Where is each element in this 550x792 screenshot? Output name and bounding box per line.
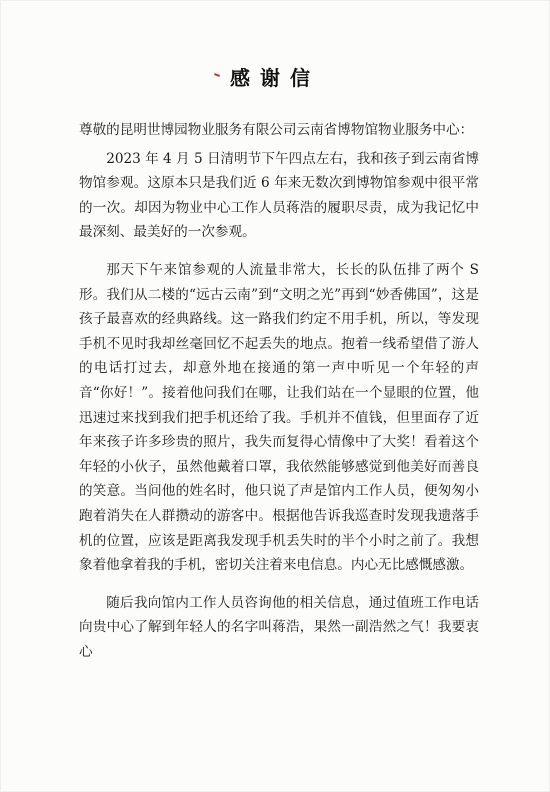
letter-paragraph-3: 随后我向馆内工作人员咨询他的相关信息，通过值班工作电话向贵中心了解到年轻人的名字叫蒋浩，果然一副浩然之气！我要衷心 (79, 594, 479, 660)
letter-title: 感谢信 (230, 66, 320, 90)
letter-paragraph-2: 那天下午来馆参观的人流量非常大，长长的队伍排了两个 S 形。我们从二楼的“远古云南”到“文明之光”再到“妙香佛国”，这是孩子最喜欢的经典路线。这一路我们约定不用手机，所以，等发现手机不见时我却丝毫回忆不起丢失的地点。抱着一线希望借了游人的电话打过去，却意外地在接通的第一声中听见一个年轻的声音“你好！”。接着他问我们在哪，让我们站在一个显眼的位置，他迅速过来找到我们把手机还给了我。手机并不值钱，但里面存了近年来孩子许多珍贵的照片，我失而复得心情像中了大奖！看着这个年轻的小伙子，虽然他戴着口罩，我依然能够感觉到他美好而善良的笑意。当问他的姓名时，他只说了声是馆内工作人员，便匆匆小跑着消失在人群攒动的游客中。根据他告诉我巡查时发现我遗落手机的位置，应该是距离我发现手机丢失时的半个小时之前了。我想象着他拿着我的手机，密切关注着来电信息。内心无比感慨感激。 (79, 261, 479, 574)
letter-body (79, 118, 479, 677)
letter-salutation: 尊敬的昆明世博园物业服务有限公司云南省博物馆物业服务中心： (79, 122, 474, 138)
letter-paragraph-1: 2023 年 4 月 5 日清明节下午四点左右，我和孩子到云南省博物馆参观。这原本只是我们近 6 年来无数次到博物馆参观中很平常的一次。却因为物业中心工作人员蒋浩的履职尽责，成为我记忆中最深刻、最美好的一次参观。 (79, 150, 479, 241)
